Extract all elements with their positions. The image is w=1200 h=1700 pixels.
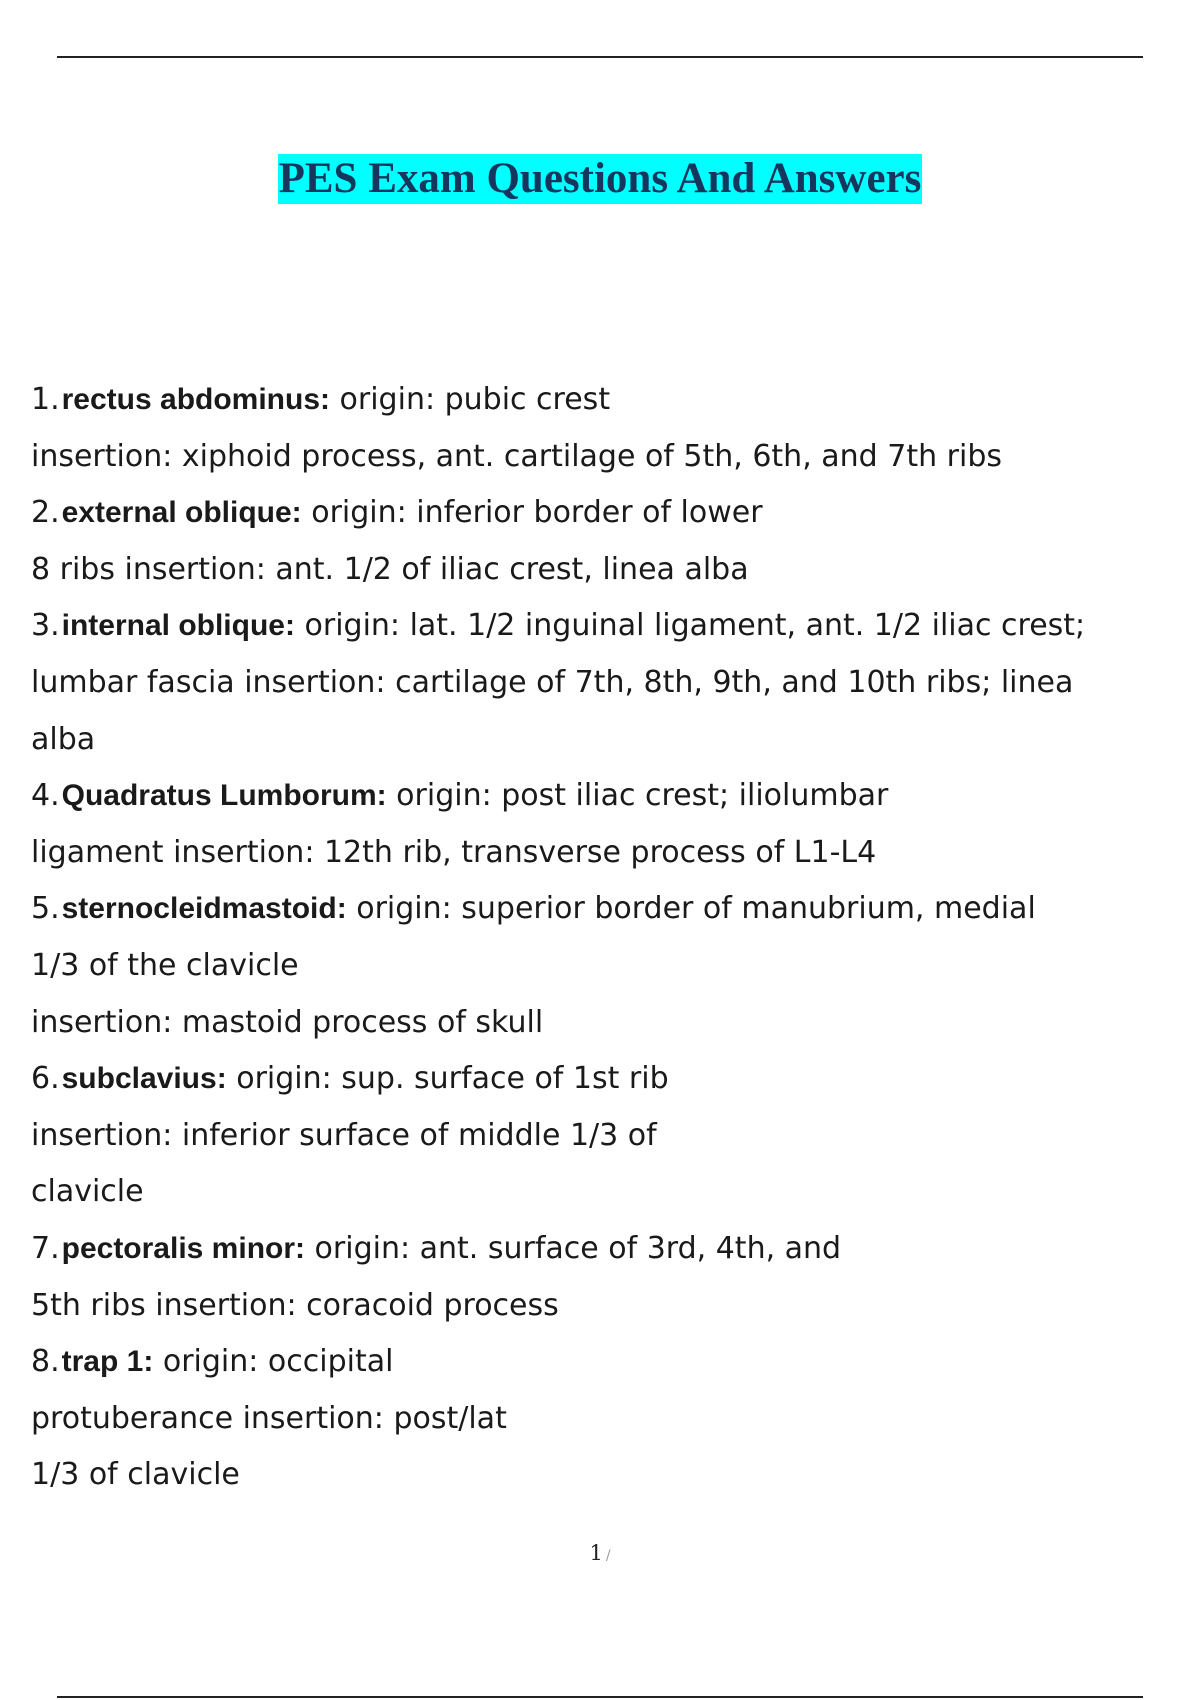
item-number: 4. bbox=[31, 778, 60, 814]
item-number: 1. bbox=[31, 382, 60, 417]
list-item bbox=[31, 372, 1171, 429]
item-term: subclavius: bbox=[61, 1062, 227, 1096]
list-item bbox=[31, 1221, 1171, 1278]
item-continuation: 8 ribs insertion: ant. 1/2 of iliac crest, linea alba bbox=[31, 551, 749, 587]
item-term: trap 1: bbox=[61, 1345, 154, 1379]
page-number-separator: / bbox=[605, 1548, 611, 1564]
item-continuation: 5th ribs insertion: coracoid process bbox=[31, 1287, 559, 1323]
item-continuation: insertion: inferior surface of middle 1/3 of bbox=[31, 1117, 657, 1153]
item-number: 7. bbox=[31, 1230, 60, 1266]
item-text: origin: ant. surface of 3rd, 4th, and bbox=[305, 1230, 842, 1266]
item-term: Quadratus Lumborum: bbox=[61, 779, 387, 813]
bottom-rule bbox=[57, 1696, 1143, 1698]
item-number: 8. bbox=[31, 1344, 60, 1380]
item-continuation: ligament insertion: 12th rib, transverse process of L1-L4 bbox=[31, 834, 877, 870]
item-number: 5. bbox=[31, 891, 60, 927]
list-item bbox=[31, 598, 1171, 655]
list-item bbox=[31, 485, 1171, 542]
item-text: origin: occipital bbox=[153, 1344, 394, 1380]
top-rule bbox=[57, 56, 1143, 58]
item-term: pectoralis minor: bbox=[61, 1231, 306, 1265]
title-container bbox=[0, 154, 1200, 204]
item-continuation: insertion: xiphoid process, ant. cartilage of 5th, 6th, and 7th ribs bbox=[31, 438, 1002, 474]
item-text: origin: superior border of manubrium, medial bbox=[346, 891, 1036, 927]
item-text: origin: post iliac crest; iliolumbar bbox=[386, 778, 889, 814]
item-continuation: 1/3 of the clavicle bbox=[31, 947, 299, 983]
item-term: sternocleidmastoid: bbox=[61, 892, 347, 926]
page-number bbox=[0, 1541, 1200, 1565]
item-continuation: lumbar fascia insertion: cartilage of 7th, 8th, 9th, and 10th ribs; linea bbox=[31, 664, 1074, 700]
item-number: 2. bbox=[31, 495, 60, 531]
item-term: rectus abdominus: bbox=[61, 383, 330, 416]
item-text: origin: pubic crest bbox=[330, 382, 611, 417]
item-continuation: alba bbox=[31, 721, 96, 757]
list-item bbox=[31, 1051, 1171, 1108]
item-text: origin: lat. 1/2 inguinal ligament, ant. 1/2 iliac crest; bbox=[294, 608, 1086, 644]
item-continuation: insertion: mastoid process of skull bbox=[31, 1004, 544, 1040]
item-term: internal oblique: bbox=[61, 609, 295, 643]
page-title: PES Exam Questions And Answers bbox=[278, 155, 922, 202]
item-number: 3. bbox=[31, 608, 60, 644]
item-continuation: clavicle bbox=[31, 1174, 144, 1210]
item-continuation: protuberance insertion: post/lat bbox=[31, 1400, 507, 1436]
list-item bbox=[31, 881, 1171, 938]
qa-list bbox=[31, 372, 1171, 1504]
item-term: external oblique: bbox=[61, 496, 302, 530]
item-number: 6. bbox=[31, 1061, 60, 1097]
item-text: origin: sup. surface of 1st rib bbox=[226, 1061, 669, 1097]
item-continuation: 1/3 of clavicle bbox=[31, 1457, 240, 1493]
list-item bbox=[31, 1334, 1171, 1391]
page-number-value: 1 bbox=[589, 1541, 603, 1565]
list-item bbox=[31, 768, 1171, 825]
item-text: origin: inferior border of lower bbox=[301, 495, 763, 531]
